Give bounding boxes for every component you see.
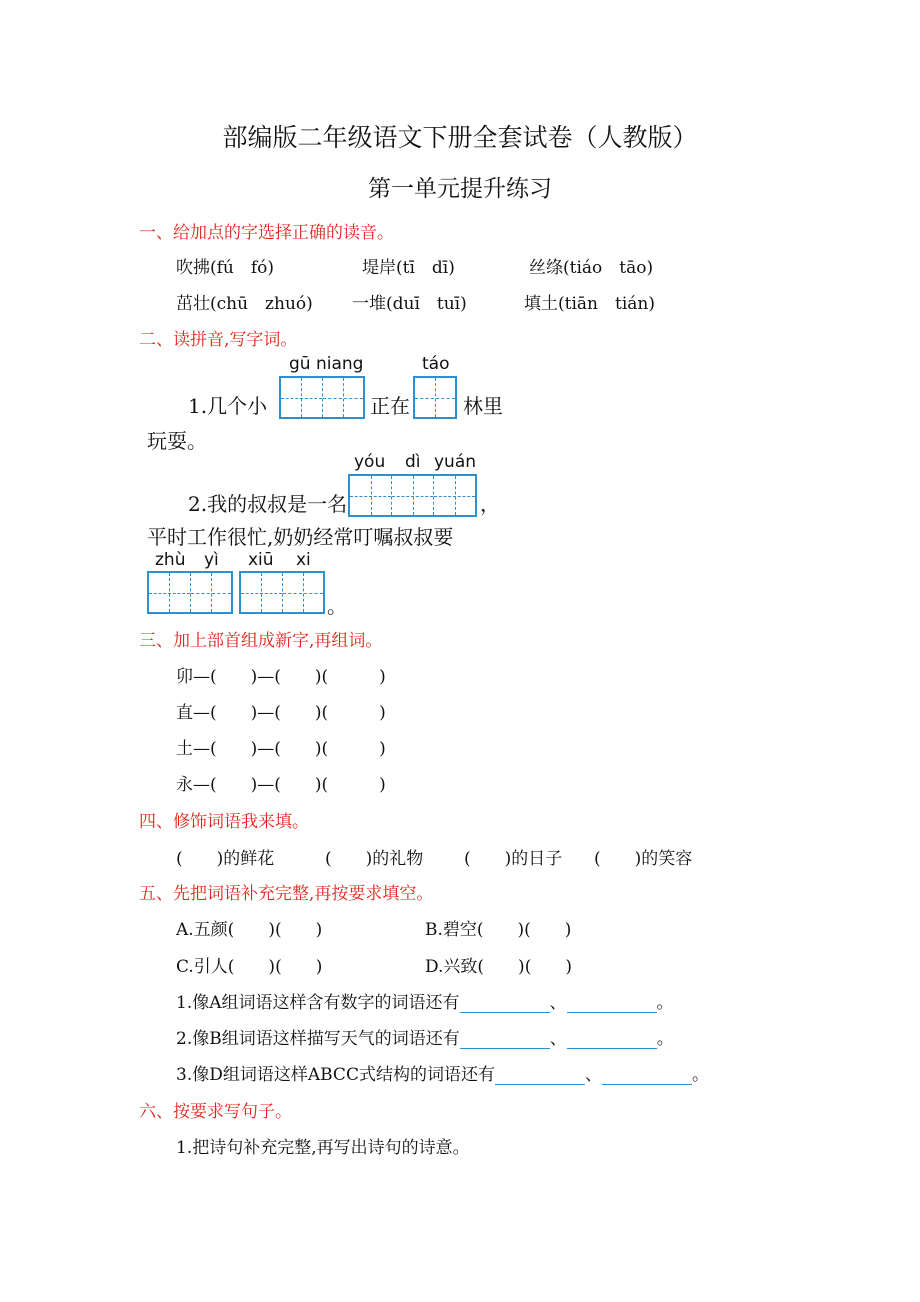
period: 。 — [656, 1029, 674, 1049]
writing-grid[interactable] — [413, 376, 457, 419]
pinyin-label: táo — [422, 354, 450, 374]
question-text: 3.像D组词语这样ABCC式结构的词语还有 — [176, 1065, 495, 1085]
answer-blank[interactable] — [602, 1068, 692, 1085]
writing-grid[interactable] — [147, 571, 233, 614]
question-text: 正在 — [370, 394, 410, 418]
question-text: 2.我的叔叔是一名 — [188, 492, 348, 516]
reading-item: 一堆(duī tuī) — [352, 294, 467, 314]
section-2-heading: 二、读拼音,写字词。 — [139, 330, 298, 350]
separator: 、 — [549, 993, 567, 1013]
pinyin-label: zhù — [155, 550, 186, 570]
idiom-item: A.五颜( )( ) — [176, 920, 323, 940]
idiom-item: D.兴致( )( ) — [425, 957, 572, 977]
separator: 、 — [549, 1029, 567, 1049]
section-4-heading: 四、修饰词语我来填。 — [139, 812, 309, 832]
radical-row: 卯—( )—( )( ) — [176, 667, 386, 687]
question-text: 林里 — [463, 394, 503, 418]
page-title: 部编版二年级语文下册全套试卷（人教版） — [222, 123, 698, 152]
pinyin-label: xiū — [248, 550, 274, 570]
question-text: ， — [480, 492, 500, 516]
reading-item: 茁壮(chū zhuó) — [176, 294, 313, 314]
answer-blank[interactable] — [567, 996, 657, 1013]
question-text: 1.像A组词语这样含有数字的词语还有 — [176, 993, 460, 1013]
reading-item: 丝绦(tiáo tāo) — [529, 258, 654, 278]
page-subtitle: 第一单元提升练习 — [368, 176, 552, 202]
answer-blank[interactable] — [460, 1032, 550, 1049]
answer-blank[interactable] — [460, 996, 550, 1013]
pinyin-label: gū niang — [289, 354, 364, 374]
question-text: 玩耍。 — [147, 429, 207, 453]
separator: 、 — [584, 1065, 602, 1085]
section-3-heading: 三、加上部首组成新字,再组词。 — [139, 631, 383, 651]
question-line — [176, 988, 674, 1013]
pinyin-label: yì — [204, 550, 219, 570]
reading-item: 堤岸(tī dī) — [362, 258, 455, 278]
radical-row: 永—( )—( )( ) — [176, 775, 386, 795]
idiom-item: C.引人( )( ) — [176, 957, 323, 977]
writing-grid[interactable] — [279, 376, 365, 419]
fill-item: ( )的鲜花 — [176, 849, 275, 869]
fill-item: ( )的日子 — [464, 849, 563, 869]
pinyin-label: dì — [405, 452, 421, 472]
radical-row: 土—( )—( )( ) — [176, 739, 386, 759]
question-text: 平时工作很忙,奶奶经常叮嘱叔叔要 — [147, 525, 454, 549]
fill-item: ( )的笑容 — [594, 849, 693, 869]
radical-row: 直—( )—( )( ) — [176, 703, 386, 723]
pinyin-label: xi — [296, 550, 311, 570]
question-line — [176, 1060, 709, 1085]
question-text: 1.几个小 — [188, 394, 268, 418]
answer-blank[interactable] — [567, 1032, 657, 1049]
reading-item: 填土(tiān tián) — [524, 294, 655, 314]
pinyin-label: yóu — [354, 452, 386, 472]
pinyin-label: yuán — [434, 452, 477, 472]
period: 。 — [656, 993, 674, 1013]
section-5-heading: 五、先把词语补充完整,再按要求填空。 — [139, 884, 434, 904]
section-6-heading: 六、按要求写句子。 — [139, 1102, 292, 1122]
question-text: 1.把诗句补充完整,再写出诗句的诗意。 — [176, 1138, 470, 1158]
answer-blank[interactable] — [495, 1068, 585, 1085]
section-1-heading: 一、给加点的字选择正确的读音。 — [139, 223, 394, 243]
reading-item: 吹拂(fú fó) — [176, 258, 275, 278]
question-line — [176, 1024, 674, 1049]
question-text: 。 — [327, 594, 347, 618]
question-text: 2.像B组词语这样描写天气的词语还有 — [176, 1029, 460, 1049]
fill-item: ( )的礼物 — [325, 849, 424, 869]
period: 。 — [691, 1065, 709, 1085]
writing-grid[interactable] — [348, 474, 477, 517]
idiom-item: B.碧空( )( ) — [425, 920, 572, 940]
writing-grid[interactable] — [239, 571, 325, 614]
